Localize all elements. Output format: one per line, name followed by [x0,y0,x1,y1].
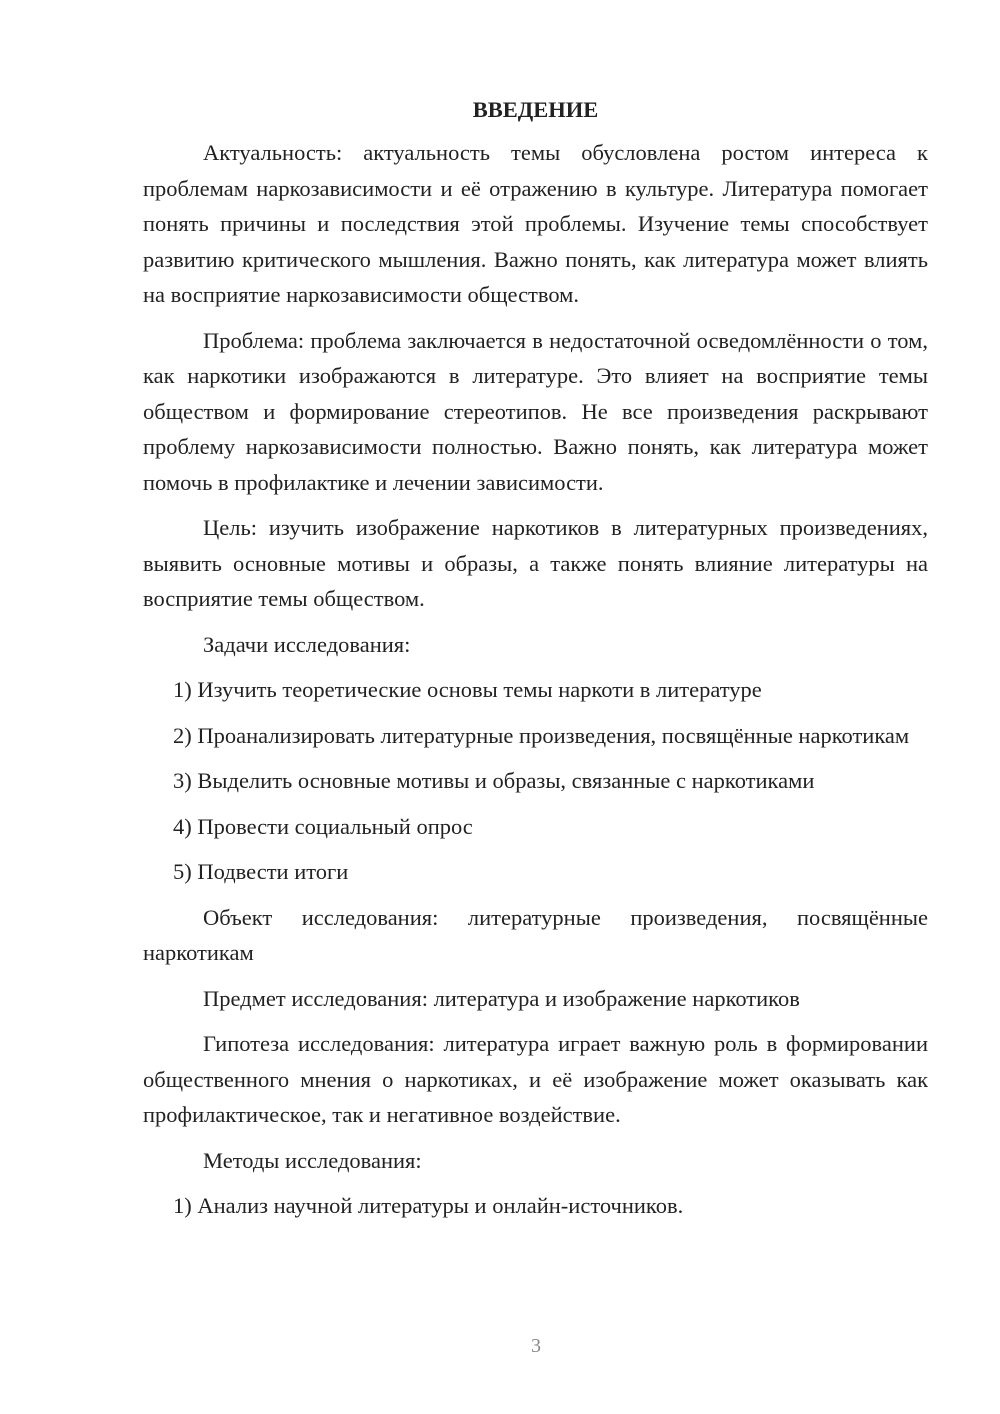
task-item-2: 2) Проанализировать литературные произведения, посвящённые наркотикам [173,722,910,748]
task-item-4: 4) Провести социальный опрос [173,813,473,839]
paragraph-subject: Предмет исследования: литература и изображение наркотиков [203,985,800,1011]
paragraph-hypothesis: Гипотеза исследования: литература играет важную роль в формировании общественного мнения о наркотиках, и её изображение может оказывать как профилактическое, так и негативное воздействие. [143,1031,928,1127]
task-item-1: 1) Изучить теоретические основы темы наркоти в литературе [173,677,762,702]
methods-heading: Методы исследования: [203,1147,422,1173]
paragraph-goal: Цель: изучить изображение наркотиков в литературных произведениях, выявить основные мотивы и образы, а также понять влияние литературы на восприятие темы обществом. [143,515,928,611]
page-number: 3 [531,1335,541,1357]
paragraph-object: Объект исследования: литературные произведения, посвящённые наркотикам [143,904,928,965]
method-item-1: 1) Анализ научной литературы и онлайн-источников. [173,1193,684,1218]
paragraph-problem: Проблема: проблема заключается в недостаточной осведомлённости о том, как наркотики изображаются в литературе. Это влияет на восприятие темы обществом и формирование стереотипов. Не все произведения раскрывают проблему наркозависимости полностью. Важно понять, как литература может помочь в профилактике и лечении зависимости. [143,327,928,495]
tasks-heading: Задачи исследования: [203,631,411,657]
page-title: ВВЕДЕНИЕ [472,97,599,122]
task-item-3: 3) Выделить основные мотивы и образы, связанные с наркотиками [173,768,815,793]
paragraph-relevance: Актуальность: актуальность темы обусловлена ростом интереса к проблемам наркозависимости и её отражению в культуре. Литература помогает понять причины и последствия этой проблемы. Изучение темы способствует развитию критического мышления. Важно понять, как литература может влиять на восприятие наркозависимости обществом. [143,140,928,307]
task-item-5: 5) Подвести итоги [173,859,349,884]
document-body [143,92,928,1234]
